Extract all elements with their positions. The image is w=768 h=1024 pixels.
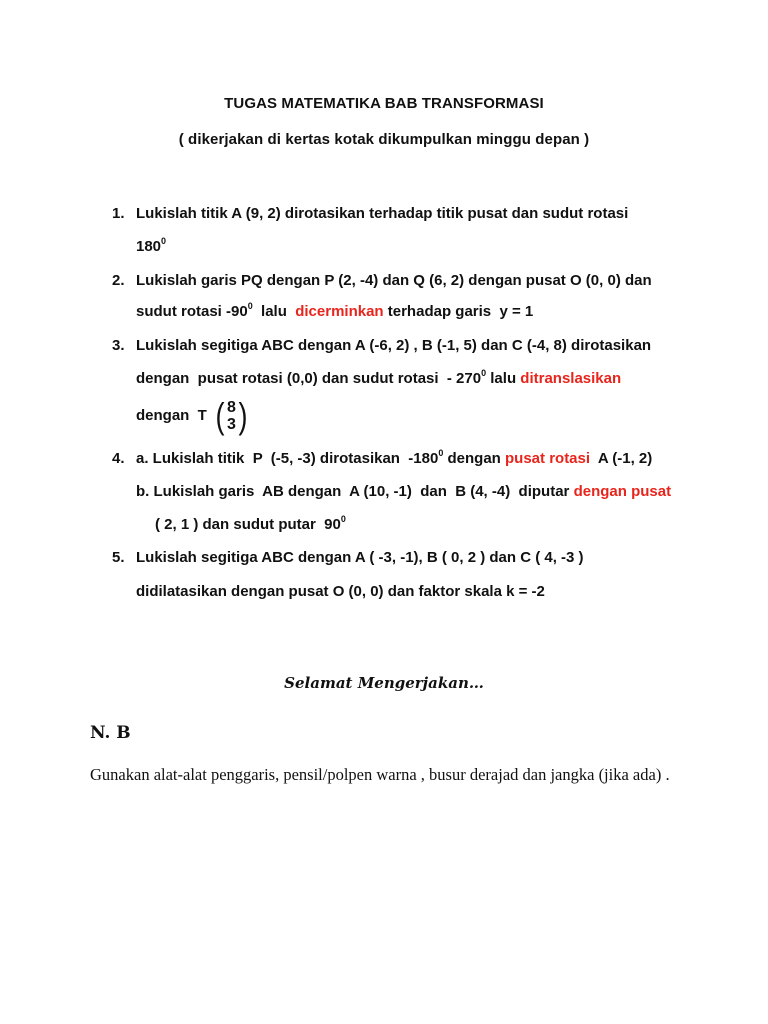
text-segment: ( 2, 1 ) dan sudut putar 90 bbox=[155, 516, 341, 533]
text-segment: A (-1, 2) bbox=[590, 450, 653, 467]
text-segment: dengan bbox=[443, 450, 506, 467]
degree-superscript: 0 bbox=[161, 236, 167, 246]
translation-vector bbox=[214, 395, 249, 436]
task-text-continued bbox=[136, 370, 621, 387]
task-text: Lukislah segitiga ABC dengan A ( -3, -1), B ( 0, 2 ) dan C ( 4, -3 ) bbox=[136, 549, 584, 566]
degree-superscript: 0 bbox=[438, 448, 444, 458]
degree-superscript: 0 bbox=[340, 514, 346, 524]
text-segment: sudut rotasi -90 bbox=[136, 303, 248, 320]
nb-heading: N. B bbox=[90, 723, 131, 743]
task-number: 2. bbox=[112, 272, 125, 289]
nb-note: Gunakan alat-alat penggaris, pensil/polpen warna , busur derajad dan jangka (jika ada) . bbox=[90, 765, 670, 784]
text-segment: a. Lukislah titik P (-5, -3) dirotasikan -180 bbox=[136, 450, 439, 467]
highlighted-term: dicerminkan bbox=[295, 303, 384, 320]
text-segment: b. Lukislah garis AB dengan A (10, -1) dan B (4, -4) diputar bbox=[136, 483, 574, 500]
vector-entries bbox=[227, 399, 236, 433]
page-subtitle: ( dikerjakan di kertas kotak dikumpulkan minggu depan ) bbox=[178, 131, 590, 148]
right-paren: ) bbox=[238, 395, 248, 436]
task-number: 5. bbox=[112, 549, 125, 566]
task-number: 3. bbox=[112, 337, 125, 354]
degree-superscript: 0 bbox=[481, 368, 487, 378]
vector-top: 8 bbox=[227, 399, 236, 416]
highlighted-term: dengan pusat bbox=[573, 483, 672, 500]
task-4b-continued bbox=[155, 516, 346, 533]
text-segment: dengan pusat rotasi (0,0) dan sudut rotasi - 270 bbox=[136, 370, 482, 387]
task-number: 1. bbox=[112, 205, 125, 222]
page-title: TUGAS MATEMATIKA BAB TRANSFORMASI bbox=[224, 95, 544, 112]
text-segment: lalu bbox=[252, 303, 296, 320]
closing-message: Selamat Mengerjakan… bbox=[284, 674, 484, 692]
angle-value: 180 bbox=[136, 238, 162, 255]
highlighted-term: pusat rotasi bbox=[505, 450, 591, 467]
task-text: Lukislah titik A (9, 2) dirotasikan terhadap titik pusat dan sudut rotasi bbox=[136, 205, 629, 222]
text-segment: dengan T bbox=[136, 406, 207, 424]
task-text-continued bbox=[136, 303, 533, 320]
text-segment: terhadap garis y = 1 bbox=[383, 303, 534, 320]
task-4a-text bbox=[136, 450, 652, 467]
highlighted-term: ditranslasikan bbox=[520, 370, 622, 387]
task-text: Lukislah segitiga ABC dengan A (-6, 2) , B (-1, 5) dan C (-4, 8) dirotasikan bbox=[136, 337, 652, 354]
left-paren: ( bbox=[215, 395, 225, 436]
vector-bottom: 3 bbox=[227, 416, 236, 433]
task-text-continued bbox=[136, 238, 166, 255]
translation-line bbox=[136, 395, 249, 436]
task-4b-text bbox=[136, 483, 671, 500]
degree-superscript: 0 bbox=[247, 301, 253, 311]
task-text-continued: didilatasikan dengan pusat O (0, 0) dan faktor skala k = -2 bbox=[136, 583, 545, 600]
task-number: 4. bbox=[112, 450, 125, 467]
text-segment: lalu bbox=[486, 370, 521, 387]
task-text: Lukislah garis PQ dengan P (2, -4) dan Q (6, 2) dengan pusat O (0, 0) dan bbox=[136, 272, 652, 289]
